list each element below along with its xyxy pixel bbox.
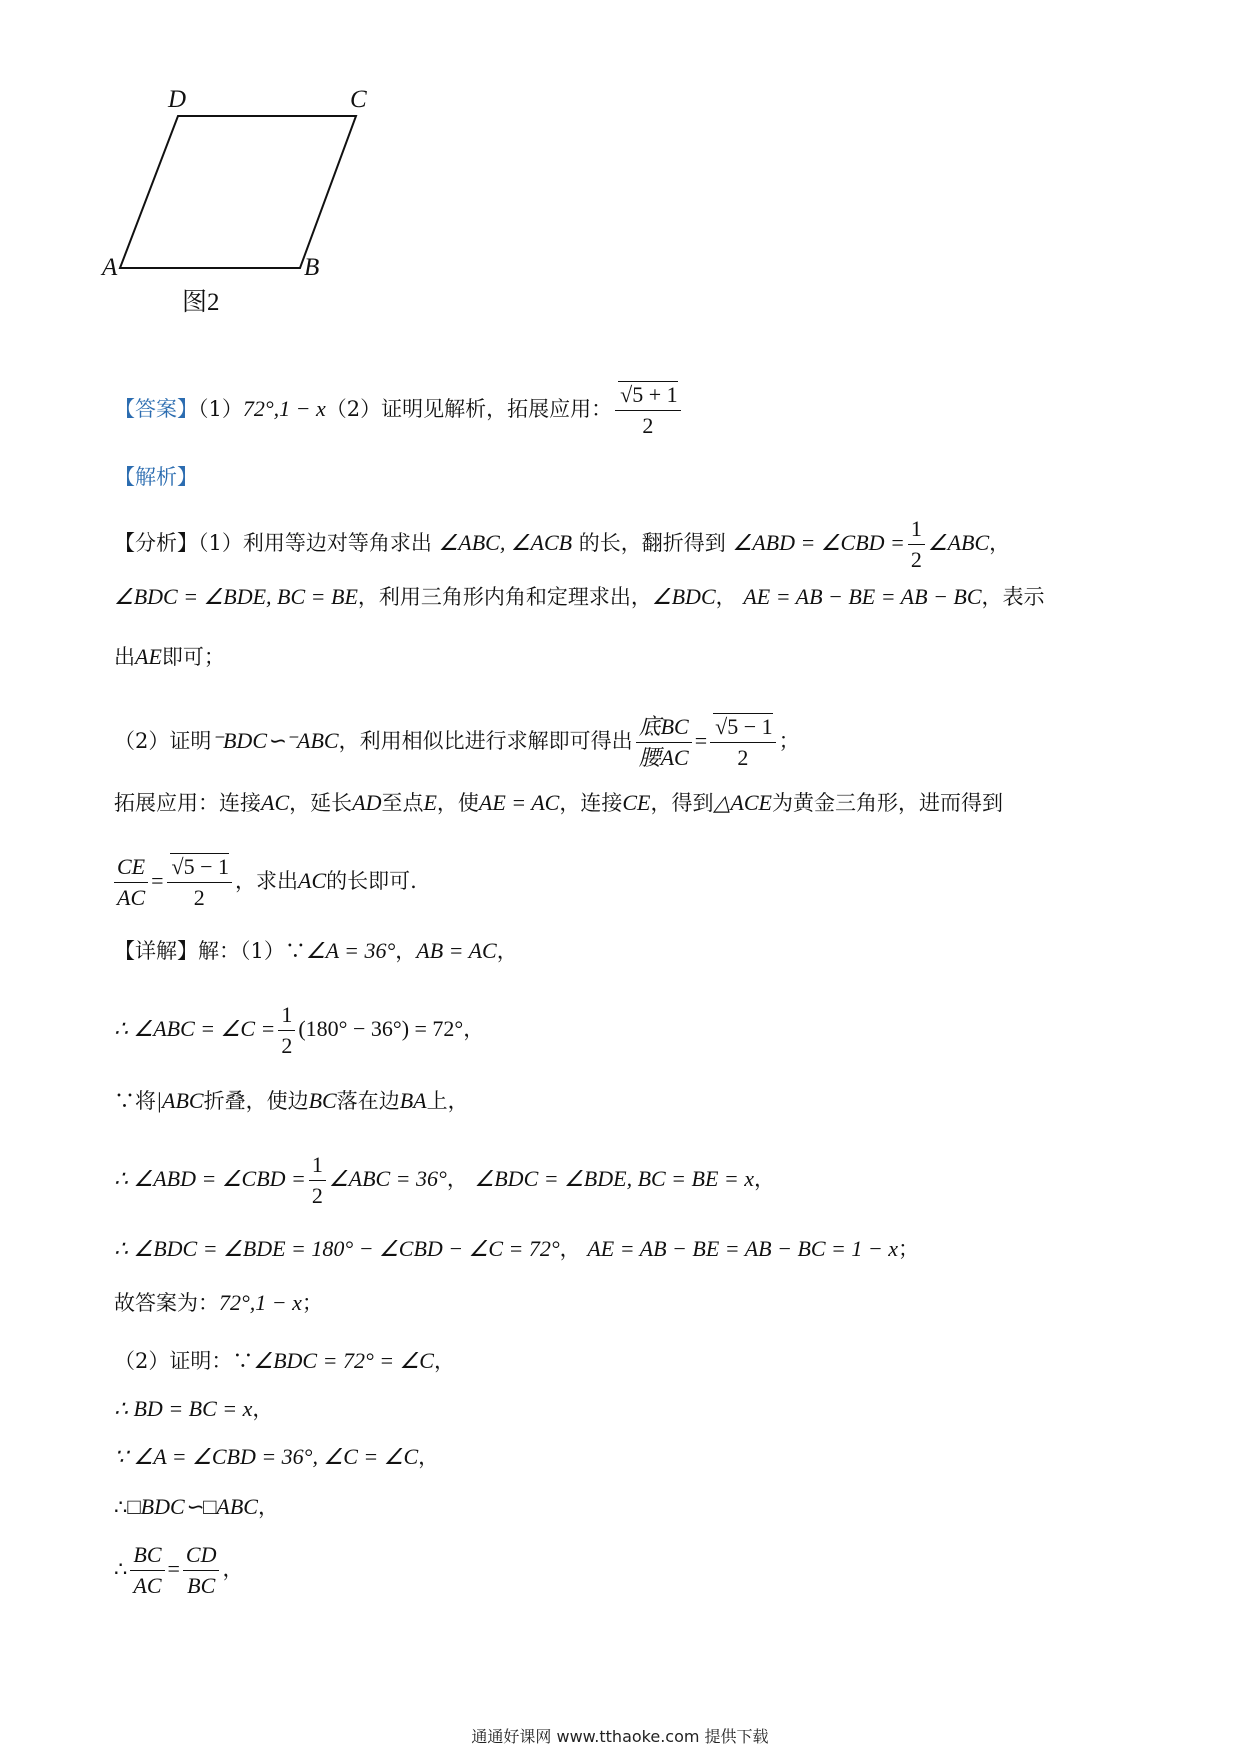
math: E [423,790,437,815]
text: （2）证明：∵ [114,1349,254,1373]
text: ， [257,1495,279,1519]
text: 故答案为： [114,1291,219,1315]
detail-line-8 [114,1392,273,1426]
text: 折叠，使边 [203,1089,309,1113]
text: ， [446,1167,468,1191]
math: (180° − 36°) = 72° [298,1016,464,1041]
answer-line [114,380,684,441]
analysis-line-1 [114,514,1010,575]
fraction [130,1540,164,1601]
math: |ABC [156,1088,204,1113]
text: ， [222,1557,244,1581]
answer-fraction-denominator: 2 [642,413,654,438]
denominator: BC [187,1573,216,1598]
figure-caption: 图2 [182,289,220,316]
math: ⁻BDC∽⁻ABC [211,728,339,753]
math: △ACE [713,790,772,815]
fraction [710,712,775,773]
vertex-label-c: C [350,86,367,113]
text: 【详解】解：（1）∵ [114,939,306,963]
analysis-tag: 【解析】 [114,465,198,489]
sqrt: √5 − 1 [171,854,230,879]
fraction [183,1540,220,1601]
text: 【分析】（1）利用等边对等角求出 [114,531,432,555]
equals: = [167,1556,180,1581]
math: ∠BDC [651,584,716,609]
math: ∠A = 36° [305,938,396,963]
text: 出 [114,645,135,669]
math: CE [622,790,651,815]
answer-part1-label: （1） [198,397,243,421]
detail-line-7 [114,1344,455,1378]
math: AD [352,790,382,815]
fraction [278,1000,295,1061]
numerator: 1 [309,1150,326,1181]
math: AE = AB − BE = AB − BC [743,584,982,609]
denominator: 腰AC [638,745,689,770]
denominator: 2 [311,1183,323,1208]
math: □BDC∽□ABC [127,1494,258,1519]
analysis-line-3 [114,640,225,674]
text: ，求出 [235,869,299,893]
numerator: CD [183,1540,220,1571]
fraction [636,712,692,773]
math: ∠BDC = ∠BDE, BC = BE [114,584,358,609]
answer-part2-text: （2）证明见解析，拓展应用： [325,397,613,421]
detail-line-3 [114,1084,469,1118]
detail-line-6 [114,1286,323,1320]
sqrt: √5 − 1 [715,714,773,739]
fraction [309,1150,326,1211]
denominator: 2 [281,1033,293,1058]
text: ； [898,1237,920,1261]
denominator: 2 [193,885,205,910]
math: AC [261,790,290,815]
numerator [710,712,775,743]
math: AE [135,644,162,669]
text: 即可； [161,645,225,669]
denominator: 2 [910,547,922,572]
text: ， [496,939,518,963]
vertex-label-d: D [168,86,187,113]
text: ， [463,1017,485,1041]
text: ∴ [114,1495,128,1519]
detail-line-9 [114,1440,439,1474]
detail-line-10 [114,1490,279,1524]
parallelogram-shape [120,116,356,268]
numerator: CE [114,852,148,883]
analysis-line-2 [114,580,1045,614]
math: ∠ABC [927,530,990,555]
fraction [167,852,232,913]
equals: = [151,868,164,893]
answer-part1-value: 72°,1 − x [242,396,326,421]
text: 拓展应用：连接 [114,791,261,815]
detail-line-1 [114,934,518,968]
text: ，利用相似比进行求解即可得出 [338,729,633,753]
text: ， [433,1349,455,1373]
math: ∠BDC = 72° = ∠C [253,1348,434,1373]
text: ，利用三角形内角和定理求出， [357,585,652,609]
denominator: AC [117,885,146,910]
denominator: AC [133,1573,162,1598]
text: （2）证明 [114,729,212,753]
vertex-label-b: B [304,254,320,281]
answer-tag: 【答案】 [114,397,198,421]
text: ； [778,729,800,753]
equals: = [694,728,708,753]
text: ， [715,585,737,609]
math: ∴ ∠ABD = ∠CBD = [114,1166,306,1191]
text: ； [301,1291,323,1315]
text: 至点 [381,791,424,815]
text: ， [989,531,1011,555]
text: ， [395,939,417,963]
fraction [114,852,148,913]
text: ，连接 [559,791,623,815]
text: 为黄金三角形，进而得到 [771,791,1003,815]
math: ∵ ∠A = ∠CBD = 36°, ∠C = ∠C [114,1444,419,1469]
analysis-line-4 [114,712,800,773]
text: ∵将 [114,1089,156,1113]
detail-line-2 [114,1000,484,1061]
text: 的长，翻折得到 [578,531,726,555]
math: BA [399,1088,427,1113]
numerator: BC [130,1540,164,1571]
text: ，表示 [981,585,1045,609]
vertex-label-a: A [102,254,118,281]
math: ∴ BD = BC = x [114,1396,253,1421]
math: ∠ABD = ∠CBD = [732,530,905,555]
page-footer: 通通好课网 www.tthaoke.com 提供下载 [471,1727,769,1746]
text: ， [418,1445,440,1469]
numerator: 1 [278,1000,295,1031]
math: ∠ABC, ∠ACB [438,530,573,555]
parallelogram-diagram [108,96,428,346]
text: ∴ [114,1557,128,1581]
numerator: 1 [908,514,925,545]
analysis-line-5 [114,786,1003,820]
math: 72°,1 − x [219,1290,302,1315]
math: AE = AC [478,790,560,815]
math: BC [308,1088,337,1113]
text: 落在边 [336,1089,400,1113]
math: ∠ABC = 36° [328,1166,447,1191]
math: ∴ ∠ABC = ∠C = [114,1016,276,1041]
fraction [908,514,925,575]
math: AB = AC [416,938,497,963]
detail-line-11 [114,1540,243,1601]
answer-fraction-numerator: √5 + 1 [620,382,678,407]
text: ，延长 [289,791,353,815]
figure-parallelogram [102,86,428,346]
answer-fraction [615,380,680,441]
math: AC [298,868,327,893]
analysis-line-6 [114,852,417,913]
numerator [167,852,232,883]
denominator: 2 [737,745,749,770]
text: ， [559,1237,581,1261]
math: ∠BDC = ∠BDE, BC = BE = x [474,1166,755,1191]
detail-line-5 [114,1232,919,1266]
math: AE = AB − BE = AB − BC = 1 − x [587,1236,899,1261]
text: ，使 [436,791,479,815]
detail-line-4 [114,1150,775,1211]
text: 上， [426,1089,469,1113]
text: ， [252,1397,274,1421]
text: ， [754,1167,776,1191]
numerator: 底BC [636,712,692,743]
text: ，得到 [650,791,714,815]
text: 的长即可. [326,869,417,893]
math: ∴ ∠BDC = ∠BDE = 180° − ∠CBD − ∠C = 72° [114,1236,560,1261]
